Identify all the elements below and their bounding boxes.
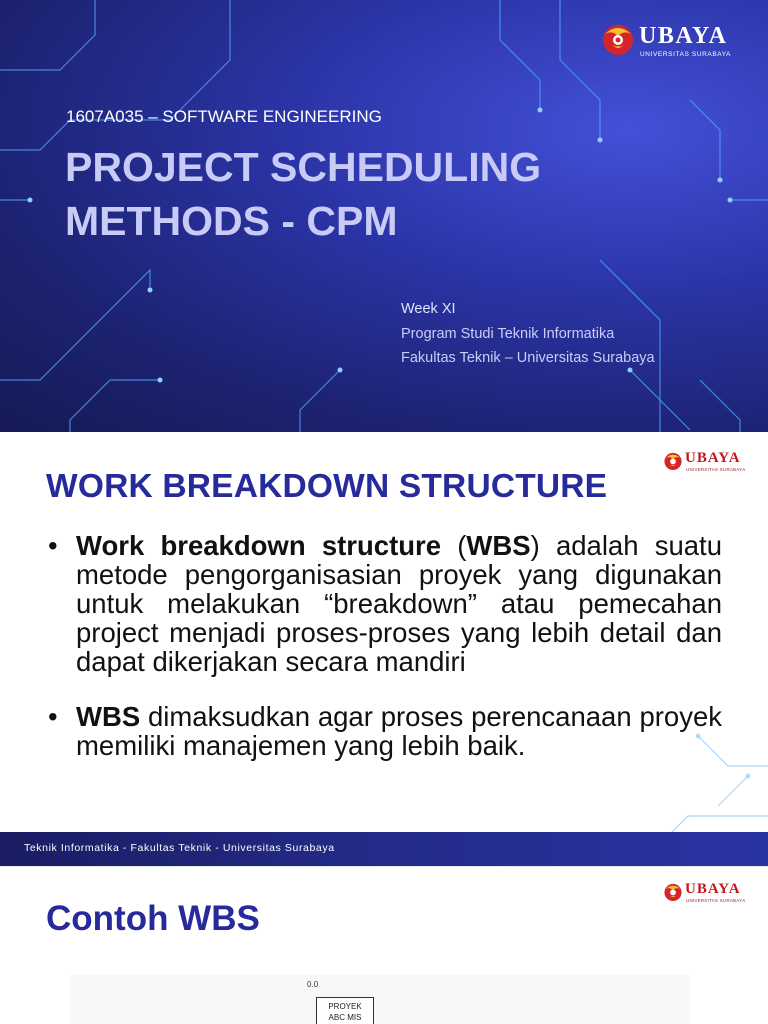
bullet-item [48, 531, 722, 676]
ubaya-logo [600, 20, 750, 64]
slide-footer [0, 832, 768, 866]
bullet-text: dimaksudkan agar proses perencanaan proyek memiliki manajemen yang lebih baik. [76, 701, 722, 761]
slide-title [65, 140, 625, 248]
wbs-slide [0, 432, 768, 866]
bullet-text: ( [441, 530, 467, 561]
logo-wordmark: UBAYA [685, 450, 741, 466]
ubaya-logo [662, 881, 748, 905]
logo-subtitle: UNIVERSITAS SURABAYA [686, 898, 746, 903]
garuda-emblem-icon [662, 881, 684, 905]
logo-wordmark: UBAYA [685, 881, 741, 897]
logo-subtitle: UNIVERSITAS SURABAYA [686, 467, 746, 472]
slide-heading: Contoh WBS [46, 899, 260, 938]
slide-info [401, 297, 655, 371]
bullet-term: WBS [76, 701, 141, 732]
garuda-emblem-icon [600, 20, 636, 62]
program-label: Program Studi Teknik Informatika [401, 325, 615, 342]
bullet-abbr: WBS [466, 530, 531, 561]
wbs-diagram [70, 975, 690, 1024]
footer-text: Teknik Informatika - Fakultas Teknik - Universitas Surabaya [24, 842, 335, 854]
week-label: Week XI [401, 301, 456, 317]
bullet-term: Work breakdown structure [76, 530, 442, 561]
garuda-emblem-icon [662, 450, 684, 474]
faculty-label: Fakultas Teknik – Universitas Surabaya [401, 350, 655, 366]
slide-heading: WORK BREAKDOWN STRUCTURE [46, 468, 608, 505]
ubaya-logo [662, 450, 748, 474]
slide-title-line-1: PROJECT SCHEDULING [65, 144, 542, 190]
bullet-dot: • [48, 530, 58, 561]
wbs-root-node [316, 997, 374, 1024]
bullet-text: ) adalah suatu metode pengorganisasian proyek yang digunakan untuk melakukan “breakdown” atau pemecahan project menjadi proses-proses yang lebih detail dan dapat dikerjakan secara mandiri [76, 530, 722, 677]
logo-subtitle: UNIVERSITAS SURABAYA [640, 51, 732, 58]
logo-wordmark: UBAYA [639, 23, 728, 49]
bullet-dot: • [48, 701, 58, 732]
course-code: 1607A035 – SOFTWARE ENGINEERING [66, 107, 382, 126]
wbs-root-number: 0.0 [307, 980, 319, 989]
wbs-node-label: ABC MIS [328, 1013, 362, 1022]
contoh-wbs-slide [0, 867, 768, 1024]
slide-title-line-2: METHODS - CPM [65, 198, 398, 244]
title-slide [0, 0, 768, 432]
wbs-node-label: PROYEK [328, 1002, 362, 1011]
